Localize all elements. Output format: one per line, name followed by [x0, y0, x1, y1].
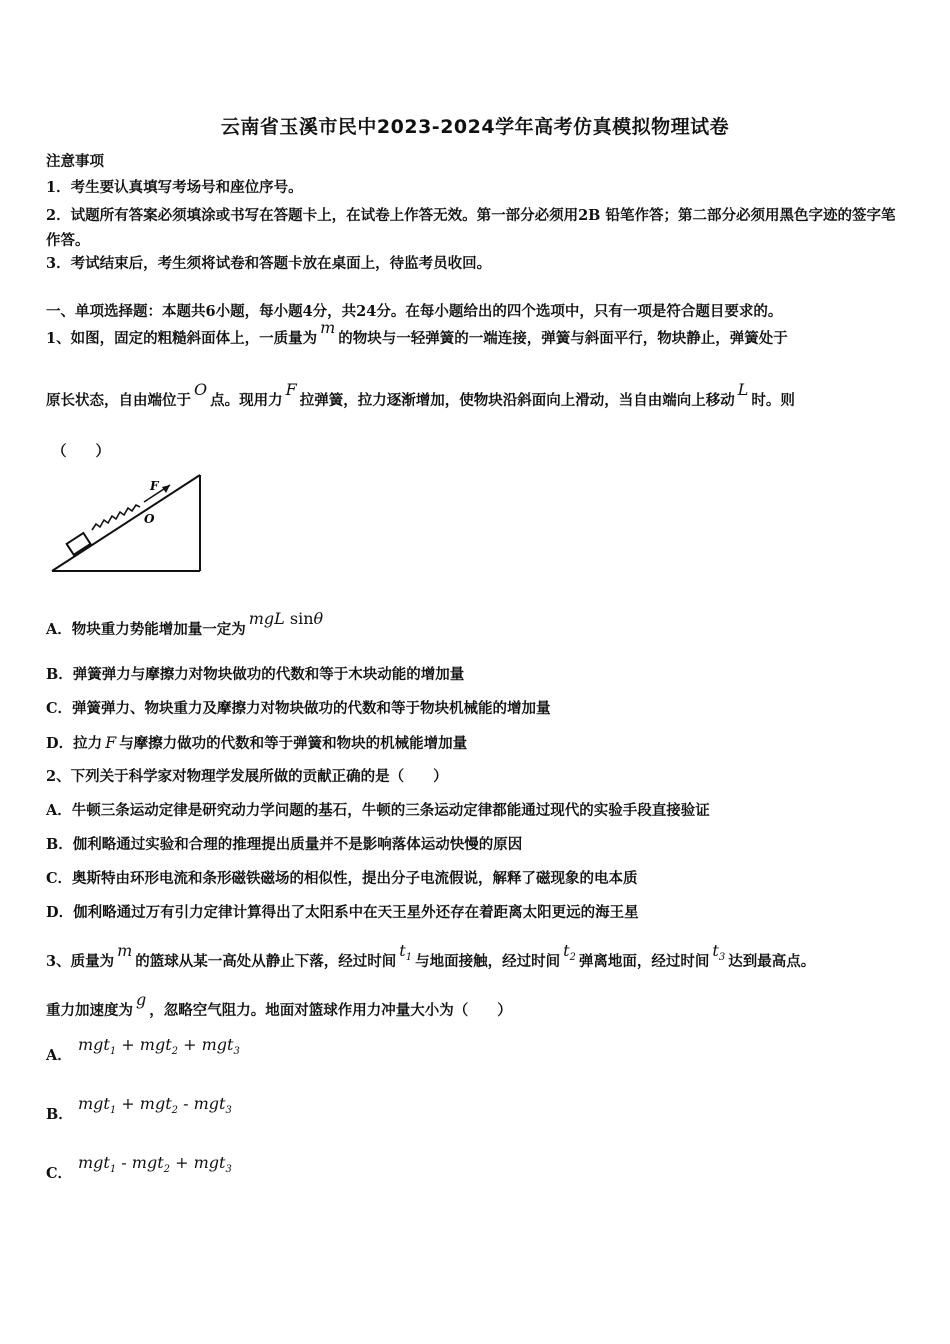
q1-symbol-F: F	[285, 380, 297, 399]
q1-math-sin: sin	[289, 609, 314, 628]
q1-stem-line2	[46, 380, 908, 411]
q3-option-B-formula	[78, 1094, 232, 1116]
exam-title: 云南省玉溪市民中2023-2024学年高考仿真模拟物理试卷	[220, 116, 730, 138]
q3-symbol-t3	[712, 941, 726, 964]
q1-option-C: C．弹簧弹力、物块重力及摩擦力对物块做功的代数和等于物块机械能的增加量	[46, 700, 551, 717]
formula-term: mgt	[78, 1035, 110, 1054]
q2-option-A: A．牛顿三条运动定律是研究动力学问题的基石，牛顿的三条运动定律都能通过现代的实验手段直接验证	[46, 802, 710, 819]
formula-sub: 2	[171, 1105, 179, 1117]
q1-symbol-L: L	[737, 380, 749, 399]
q3-stem-line1	[46, 941, 908, 978]
q3-option-C-formula	[78, 1153, 232, 1175]
q1-text: 时。则	[751, 392, 795, 409]
formula-sub: 1	[109, 1046, 117, 1058]
notice-item-3: 3．考试结束后，考生须将试卷和答题卡放在桌面上，待监考员收回。	[46, 255, 492, 272]
q3-option-C-label: C．	[46, 1165, 73, 1182]
q1-text: 原长状态，自由端位于	[46, 392, 191, 409]
q3-symbol-t1	[399, 941, 413, 964]
q1-option-D-symbol: F	[105, 733, 117, 752]
formula-term: mgt	[78, 1094, 110, 1113]
q1-option-A-math	[249, 609, 323, 628]
q1-math-theta: θ	[313, 609, 324, 628]
q2-option-D: D．伽利略通过万有引力定律计算得出了太阳系中在天王星外还存在着距离太阳更远的海王星	[46, 904, 639, 921]
q2-option-B: B．伽利略通过实验和合理的推理提出质量并不是影响落体运动快慢的原因	[46, 836, 523, 853]
q3-stem-line2	[46, 990, 908, 1021]
q3-text: ，忽略空气阻力。地面对篮球作用力冲量大小为（ ）	[149, 1002, 512, 1019]
q1-option-D-text: D．拉力	[46, 735, 103, 752]
q1-stem-line1	[46, 318, 908, 349]
formula-sub: 1	[109, 1105, 117, 1117]
formula-term: + mgt	[116, 1094, 172, 1113]
q3-text: 弹离地面，经过时间	[578, 953, 710, 970]
notice-heading: 注意事项	[46, 153, 104, 170]
q3-option-A-formula	[78, 1035, 240, 1057]
q1-text: 的物块与一轻弹簧的一端连接，弹簧与斜面平行，物块静止，弹簧处于	[338, 330, 788, 347]
q3-sub: 2	[569, 952, 576, 964]
label-F: F	[150, 479, 159, 493]
q3-t: t	[563, 941, 570, 960]
formula-sub: 3	[233, 1046, 240, 1058]
block	[67, 533, 91, 555]
q1-option-D-text: 与摩擦力做功的代数和等于弹簧和物块的机械能增加量	[119, 735, 468, 752]
section1-heading: 一、单项选择题：本题共6小题，每小题4分，共24分。在每小题给出的四个选项中，只有一项是符合题目要求的。	[46, 303, 783, 320]
q1-symbol-O: O	[194, 380, 208, 399]
q3-symbol-g: g	[136, 990, 147, 1009]
q3-option-A-label: A．	[46, 1047, 72, 1064]
formula-term: + mgt	[116, 1035, 172, 1054]
q3-text: 达到最高点。	[728, 953, 816, 970]
q1-symbol-m: m	[320, 318, 336, 337]
notice-item-2: 2．试题所有答案必须填涂或书写在答题卡上，在试卷上作答无效。第一部分必须用2B 铅笔作答；第二部分必须用黑色字迹的签字笔作答。	[46, 207, 896, 249]
formula-term: - mgt	[116, 1153, 164, 1172]
formula-term: + mgt	[170, 1153, 226, 1172]
q3-symbol-m: m	[117, 941, 133, 960]
q1-answer-paren: （ ）	[52, 443, 110, 460]
formula-term: + mgt	[178, 1035, 234, 1054]
formula-sub: 3	[225, 1105, 232, 1117]
incline-slope	[52, 475, 200, 571]
q1-text: 拉弹簧，拉力逐渐增加，使物块沿斜面向上滑动，当自由端向上移动	[299, 392, 735, 409]
q1-option-A-text: A．物块重力势能增加量一定为	[46, 621, 246, 638]
q3-option-B-label: B．	[46, 1106, 73, 1123]
q3-t: t	[399, 941, 406, 960]
formula-sub: 3	[225, 1164, 232, 1176]
q1-text: 点。现用力	[210, 392, 283, 409]
q3-text: 与地面接触，经过时间	[415, 953, 561, 970]
q1-text: 1、如图，固定的粗糙斜面体上，一质量为	[46, 330, 318, 347]
formula-sub: 1	[109, 1164, 117, 1176]
q3-sub: 1	[405, 952, 413, 964]
q1-math-mgL: mgL	[248, 609, 285, 628]
q1-option-B: B．弹簧弹力与摩擦力对物块做功的代数和等于木块动能的增加量	[46, 666, 465, 683]
q3-sub: 3	[718, 952, 726, 964]
q1-option-A	[46, 609, 908, 640]
q3-symbol-t2	[563, 941, 576, 964]
q2-option-C: C．奥斯特由环形电流和条形磁铁磁场的相似性，提出分子电流假说，解释了磁现象的电本质	[46, 870, 638, 887]
incline-figure	[46, 470, 216, 578]
q1-option-D	[46, 733, 908, 754]
q3-text: 的篮球从某一高处从静止下落，经过时间	[135, 953, 397, 970]
notice-item-1: 1．考生要认真填写考场号和座位序号。	[46, 179, 303, 196]
q3-text: 重力加速度为	[46, 1002, 133, 1019]
q2-stem: 2、下列关于科学家对物理学发展所做的贡献正确的是（ ）	[46, 768, 448, 785]
formula-term: mgt	[78, 1153, 110, 1172]
formula-sub: 2	[163, 1164, 171, 1176]
formula-sub: 2	[171, 1046, 179, 1058]
formula-term: - mgt	[178, 1094, 226, 1113]
label-O: O	[144, 512, 155, 526]
q3-text: 3、质量为	[46, 953, 115, 970]
q3-t: t	[712, 941, 719, 960]
